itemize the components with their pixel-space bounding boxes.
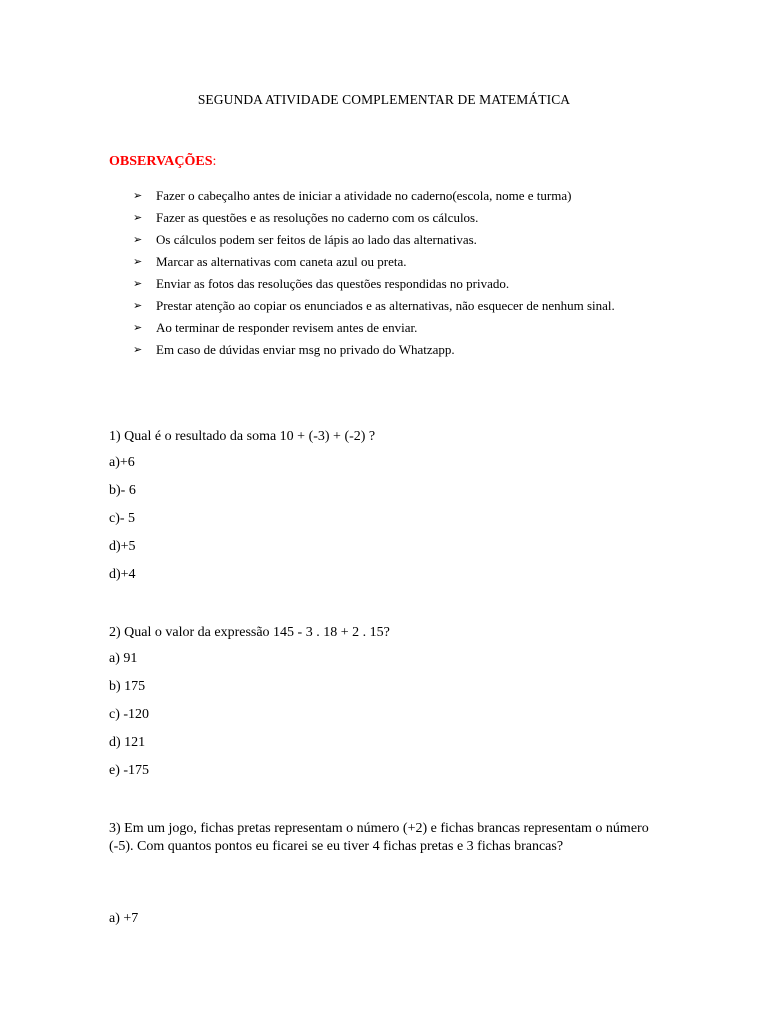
question-1-option: a)+6 xyxy=(109,455,135,470)
observations-list xyxy=(133,185,657,361)
observation-item xyxy=(133,317,657,339)
observations-heading-colon: : xyxy=(212,154,217,169)
observation-text: Marcar as alternativas com caneta azul ou preta. xyxy=(156,254,407,269)
observation-item xyxy=(133,229,657,251)
question-2 xyxy=(109,624,659,785)
arrow-bullet-icon: ➢ xyxy=(133,234,143,246)
observation-text: Os cálculos podem ser feitos de lápis ao lado das alternativas. xyxy=(156,232,477,247)
observation-text: Fazer o cabeçalho antes de iniciar a atividade no caderno(escola, nome e turma) xyxy=(156,188,572,203)
question-2-option: b) 175 xyxy=(109,679,146,694)
observation-item xyxy=(133,273,657,295)
observation-text: Fazer as questões e as resoluções no caderno com os cálculos. xyxy=(156,210,479,225)
question-1-text: 1) Qual é o resultado da soma 10 + (-3) + (-2) ? xyxy=(109,429,376,444)
question-2-text: 2) Qual o valor da expressão 145 - 3 . 18 + 2 . 15? xyxy=(109,625,390,640)
question-2-option: d) 121 xyxy=(109,735,146,750)
observations-heading-text: OBSERVAÇÕES xyxy=(109,154,213,169)
observation-text: Prestar atenção ao copiar os enunciados e as alternativas, não esquecer de nenhum sinal. xyxy=(156,298,615,313)
arrow-bullet-icon: ➢ xyxy=(133,300,143,312)
observation-item xyxy=(133,251,657,273)
page-title: SEGUNDA ATIVIDADE COMPLEMENTAR DE MATEMÁTICA xyxy=(197,92,571,107)
question-3-text: 3) Em um jogo, fichas pretas representam o número (+2) e fichas brancas representam o número (-5). Com quantos pontos eu ficarei se eu tiver 4 fichas pretas e 3 fichas brancas? xyxy=(109,821,649,854)
question-1-option: d)+4 xyxy=(109,567,136,582)
arrow-bullet-icon: ➢ xyxy=(133,322,143,334)
observation-text: Em caso de dúvidas enviar msg no privado do Whatzapp. xyxy=(156,342,455,357)
observations-heading xyxy=(109,154,216,170)
arrow-bullet-icon: ➢ xyxy=(133,278,143,290)
observation-item xyxy=(133,185,657,207)
question-1 xyxy=(109,428,659,589)
question-1-options xyxy=(109,449,659,589)
question-3-option: a) +7 xyxy=(109,911,139,926)
observation-text: Ao terminar de responder revisem antes de enviar. xyxy=(156,320,418,335)
observation-item xyxy=(133,339,657,361)
arrow-bullet-icon: ➢ xyxy=(133,344,143,356)
arrow-bullet-icon: ➢ xyxy=(133,190,143,202)
question-1-option: c)- 5 xyxy=(109,511,136,526)
question-2-option: e) -175 xyxy=(109,763,150,778)
question-2-options xyxy=(109,645,659,785)
observation-item xyxy=(133,295,657,317)
arrow-bullet-icon: ➢ xyxy=(133,212,143,224)
observation-text: Enviar as fotos das resoluções das questões respondidas no privado. xyxy=(156,276,510,291)
question-1-option: b)- 6 xyxy=(109,483,136,498)
question-1-option: d)+5 xyxy=(109,539,136,554)
question-2-option: c) -120 xyxy=(109,707,150,722)
question-2-option: a) 91 xyxy=(109,651,138,666)
observation-item xyxy=(133,207,657,229)
arrow-bullet-icon: ➢ xyxy=(133,256,143,268)
